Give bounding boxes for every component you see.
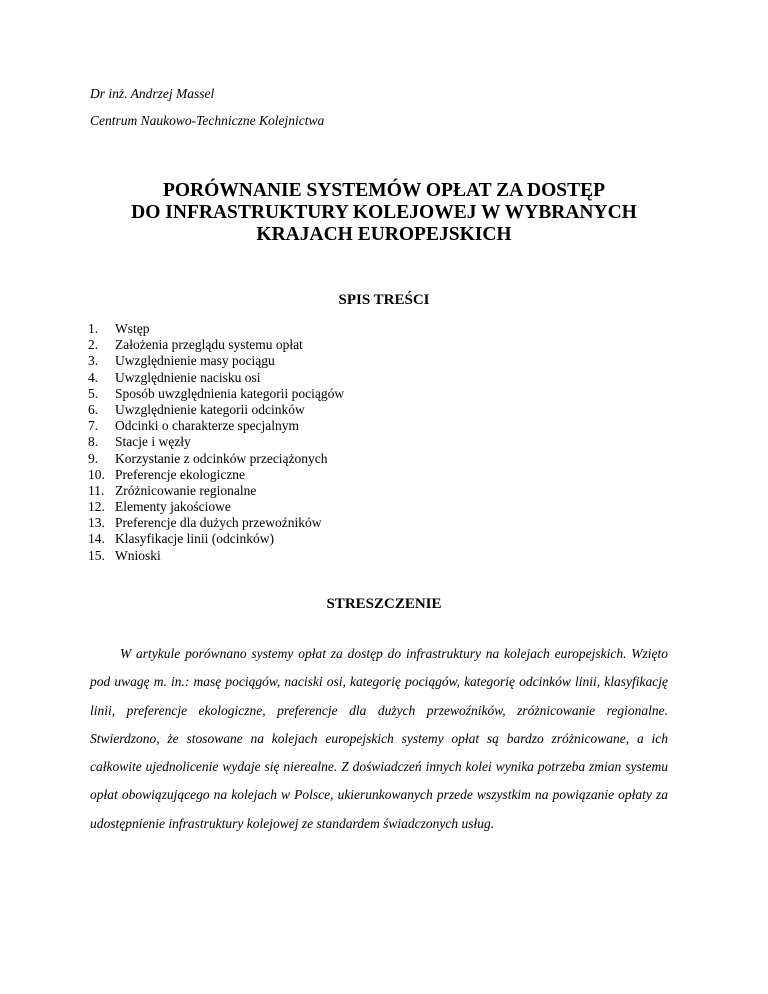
toc-item [88,353,344,369]
toc-item [88,548,344,564]
toc-item [88,402,344,418]
table-of-contents [88,321,344,564]
toc-item-label: Wstęp [115,321,150,336]
toc-item-label: Klasyfikacje linii (odcinków) [115,531,274,547]
abstract-heading: STRESZCZENIE [326,596,442,612]
toc-item-number: 1. [88,321,99,336]
toc-item-label: Uwzględnienie nacisku osi [115,369,261,385]
toc-item [88,451,344,467]
toc-item-number: 5. [88,385,99,401]
toc-item-number: 15. [88,547,105,563]
toc-item-label: Uwzględnienie kategorii odcinków [115,401,305,417]
toc-item-label: Uwzględnienie masy pociągu [115,353,275,369]
toc-item-label: Preferencje dla dużych przewoźników [115,515,322,531]
toc-item [88,499,344,515]
toc-item-label: Założenia przeglądu systemu opłat [115,337,303,353]
toc-item-number: 6. [88,401,99,417]
toc-item [88,321,344,337]
toc-item-number: 7. [88,418,99,434]
toc-item [88,515,344,531]
toc-item [88,467,344,483]
toc-item [88,483,344,499]
toc-item [88,370,344,386]
toc-item [88,531,344,547]
author-name: Dr inż. Andrzej Massel [90,86,215,101]
toc-item-label: Zróżnicowanie regionalne [115,482,257,498]
toc-item-number: 10. [88,466,105,482]
toc-heading: SPIS TREŚCI [338,292,430,308]
toc-item-number: 4. [88,369,99,385]
toc-item-number: 8. [88,434,99,450]
toc-item-label: Odcinki o charakterze specjalnym [115,418,300,434]
abstract-text: W artykule porównano systemy opłat za dostęp do infrastruktury na kolejach europejskich. Wzięto pod uwagę m. in.: masę pociągów, naciski osi, kategorię pociągów, kategorię odcinków linii, klasyfikację linii, preferencje ekologiczne, preferencje dla dużych przewoźników, zróżnicowanie regionalne. Stwierdzono, że stosowane na kolejach europejskich systemy opłat są bardzo zróżnicowane, a ich całkowite ujednolicenie wydaje się nierealne. Z doświadczeń innych kolei wynika potrzeba zmian systemu opłat obowiązującego na kolejach w Polsce, ukierunkowanych przede wszystkim na powiązanie opłaty za udostępnienie infrastruktury kolejowej ze standardem świadczonych usług. [90,646,668,831]
toc-item-number: 3. [88,353,99,369]
toc-item-label: Stacje i węzły [115,434,191,450]
document-title [60,180,708,246]
title-line: DO INFRASTRUKTURY KOLEJOWEJ W WYBRANYCH [131,202,637,223]
toc-item [88,434,344,450]
toc-item-number: 11. [88,482,105,498]
toc-item-label: Korzystanie z odcinków przeciążonych [115,450,328,466]
toc-item-number: 9. [88,450,99,466]
toc-item-number: 13. [88,515,105,531]
toc-item-label: Preferencje ekologiczne [115,466,246,482]
toc-item-number: 12. [88,499,105,515]
toc-item-number: 2. [88,337,99,353]
title-line: KRAJACH EUROPEJSKICH [256,224,512,245]
toc-item [88,386,344,402]
author-institution: Centrum Naukowo-Techniczne Kolejnictwa [90,113,325,128]
toc-item-number: 14. [88,531,105,547]
toc-item-label: Wnioski [115,547,161,563]
toc-item-label: Sposób uwzględnienia kategorii pociągów [115,385,345,401]
toc-item [88,418,344,434]
toc-item-label: Elementy jakościowe [115,499,231,515]
toc-item [88,337,344,353]
title-line: PORÓWNANIE SYSTEMÓW OPŁAT ZA DOSTĘP [162,180,606,201]
